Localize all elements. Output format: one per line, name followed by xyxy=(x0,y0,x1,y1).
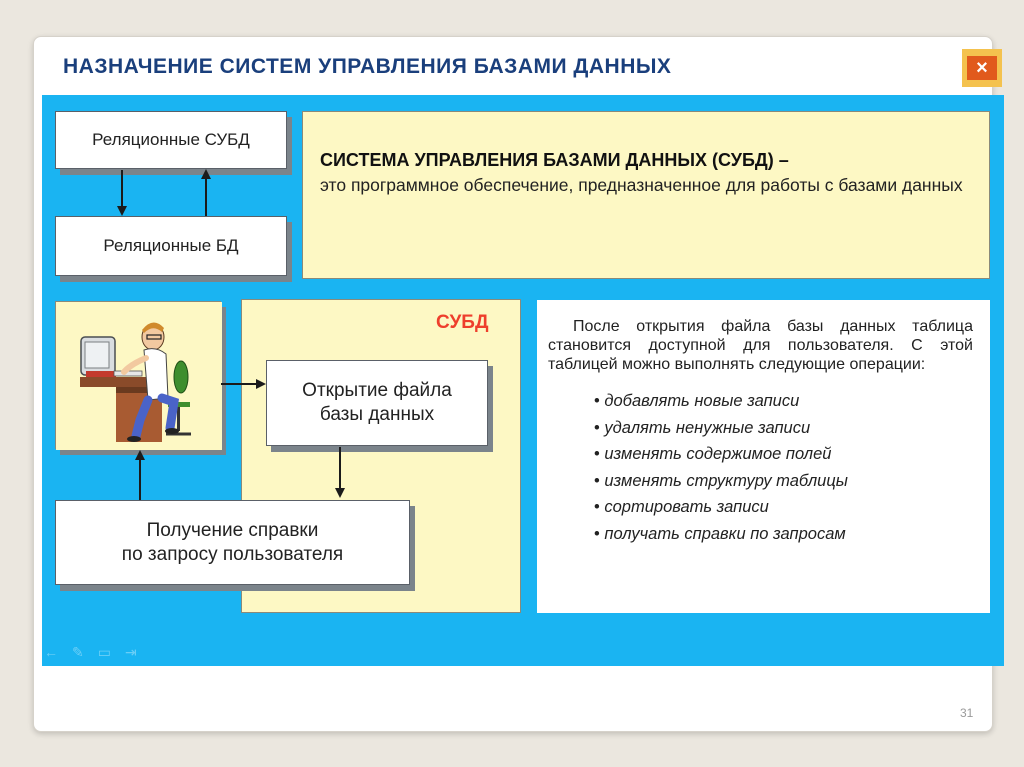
open-file-label: Открытие файла базы данных xyxy=(302,380,452,425)
relational-dbms-label: Реляционные СУБД xyxy=(92,130,250,149)
query-line-1: Получение справки xyxy=(146,519,319,541)
operations-intro: После открытия файла базы данных таблица становится доступной для пользователя. С этой таблицей можно выполнять следующие операции: xyxy=(548,318,973,373)
nav-forward-icon[interactable]: ⇥ xyxy=(124,644,137,660)
arrow-up-head xyxy=(201,169,211,179)
arrow-to-query-head xyxy=(335,488,345,498)
query-line-2: по запросу пользователя xyxy=(121,543,344,565)
definition-heading: СИСТЕМА УПРАВЛЕНИЯ БАЗАМИ ДАННЫХ (СУБД) – xyxy=(320,150,789,170)
operations-list xyxy=(548,388,973,547)
arrow-to-open-head xyxy=(256,379,266,389)
nav-back-icon[interactable]: ← xyxy=(44,644,58,660)
arrow-to-user-head xyxy=(135,450,145,460)
dbms-label: СУБД xyxy=(436,312,489,333)
arrow-up-line xyxy=(205,178,207,216)
computer-user-icon xyxy=(56,302,222,450)
arrow-to-user-line xyxy=(139,459,141,500)
nav-menu-icon[interactable]: ▭ xyxy=(97,644,111,660)
page-number: 31 xyxy=(960,706,974,720)
slide-nav xyxy=(44,644,137,661)
relational-db-box xyxy=(55,216,287,276)
definition-box xyxy=(302,111,990,279)
arrow-down-line xyxy=(121,170,123,208)
operations-box xyxy=(537,300,990,613)
list-item: • добавлять новые записи xyxy=(594,388,973,415)
list-item: • сортировать записи xyxy=(594,494,973,521)
relational-dbms-box xyxy=(55,111,287,169)
nav-pen-icon[interactable]: ✎ xyxy=(72,644,84,660)
definition-text: это программное обеспечение, предназначенное для работы с базами данных xyxy=(320,175,963,195)
query-box xyxy=(55,500,410,585)
close-icon: × xyxy=(967,56,997,80)
arrow-to-open-line xyxy=(221,383,256,385)
list-item: • изменять содержимое полей xyxy=(594,441,973,468)
list-item: • изменять структуру таблицы xyxy=(594,468,973,495)
arrow-down-head xyxy=(117,206,127,216)
relational-db-label: Реляционные БД xyxy=(103,236,239,255)
page-title: НАЗНАЧЕНИЕ СИСТЕМ УПРАВЛЕНИЯ БАЗАМИ ДАННЫХ xyxy=(63,55,672,78)
close-button[interactable] xyxy=(962,49,1002,87)
list-item: • получать справки по запросам xyxy=(594,521,973,548)
user-illustration-box xyxy=(55,301,221,449)
open-file-box xyxy=(266,360,488,446)
arrow-to-query-line xyxy=(339,447,341,488)
list-item: • удалять ненужные записи xyxy=(594,415,973,442)
